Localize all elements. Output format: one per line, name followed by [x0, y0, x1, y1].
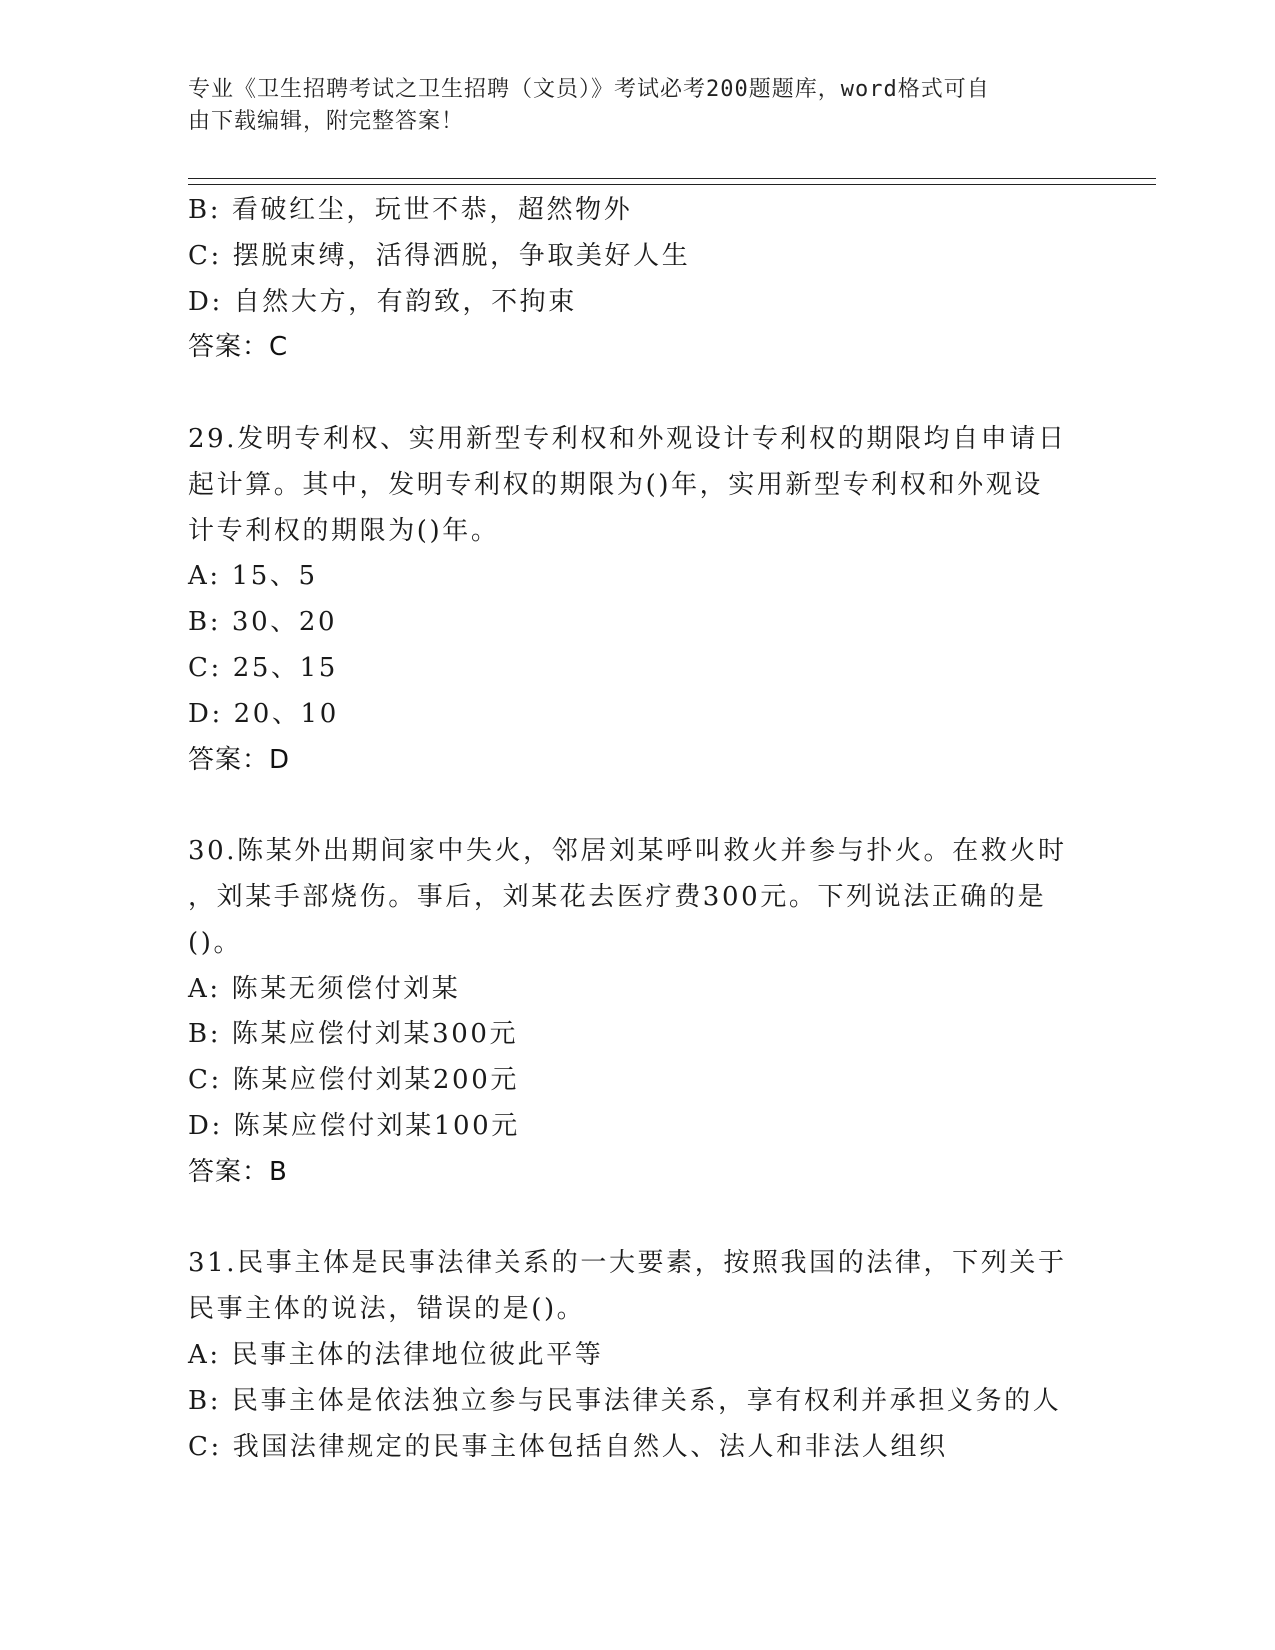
option-b: B: 陈某应偿付刘某300元: [188, 1019, 519, 1050]
question-stem-line: 30.陈某外出期间家中失火，邻居刘某呼叫救火并参与扑火。在救火时: [188, 836, 1067, 867]
header-line-2: 由下载编辑，附完整答案！: [188, 109, 465, 134]
header-rule-top: [188, 178, 1156, 179]
answer-line: 答案：D: [188, 744, 291, 775]
question-30: [188, 829, 1068, 1195]
option-d: D: 自然大方，有韵致，不拘束: [188, 286, 577, 317]
question-29: [188, 417, 1068, 783]
header-rule-bottom: [188, 184, 1156, 185]
spacer: [188, 371, 1068, 417]
option-d: D: 20、10: [188, 698, 339, 729]
option-d: D: 陈某应偿付刘某100元: [188, 1110, 520, 1141]
document-body: [188, 188, 1068, 1470]
answer-line: 答案：B: [188, 1156, 288, 1187]
question-stem-line: ()。: [188, 927, 243, 958]
spacer: [188, 1196, 1068, 1242]
page-header: [188, 74, 1088, 138]
option-c: C: 陈某应偿付刘某200元: [188, 1065, 519, 1096]
question-stem-line: 起计算。其中，发明专利权的期限为()年，实用新型专利权和外观设: [188, 469, 1043, 500]
header-line-1: 专业《卫生招聘考试之卫生招聘（文员）》考试必考200题题库，word格式可自: [188, 77, 990, 102]
option-a: A: 民事主体的法律地位彼此平等: [188, 1339, 604, 1370]
spacer: [188, 783, 1068, 829]
question-31: [188, 1241, 1068, 1470]
question-stem-line: 31.民事主体是民事法律关系的一大要素，按照我国的法律，下列关于: [188, 1248, 1067, 1279]
answer-line: 答案：C: [188, 332, 289, 363]
question-stem-line: 计专利权的期限为()年。: [188, 515, 500, 546]
option-a: A: 15、5: [188, 561, 318, 592]
option-b: B: 民事主体是依法独立参与民事法律关系，享有权利并承担义务的人: [188, 1385, 1062, 1416]
question-28-tail: [188, 188, 1068, 371]
question-stem-line: 民事主体的说法，错误的是()。: [188, 1294, 586, 1325]
option-c: C: 我国法律规定的民事主体包括自然人、法人和非法人组织: [188, 1431, 948, 1462]
option-b: B: 30、20: [188, 607, 338, 638]
option-c: C: 摆脱束缚，活得洒脱，争取美好人生: [188, 240, 691, 271]
option-b: B: 看破红尘，玩世不恭，超然物外: [188, 195, 633, 225]
option-c: C: 25、15: [188, 652, 338, 683]
option-a: A: 陈某无须偿付刘某: [188, 973, 461, 1004]
question-stem-line: ，刘某手部烧伤。事后，刘某花去医疗费300元。下列说法正确的是: [188, 881, 1047, 912]
question-stem-line: 29.发明专利权、实用新型专利权和外观设计专利权的期限均自申请日: [188, 423, 1067, 454]
